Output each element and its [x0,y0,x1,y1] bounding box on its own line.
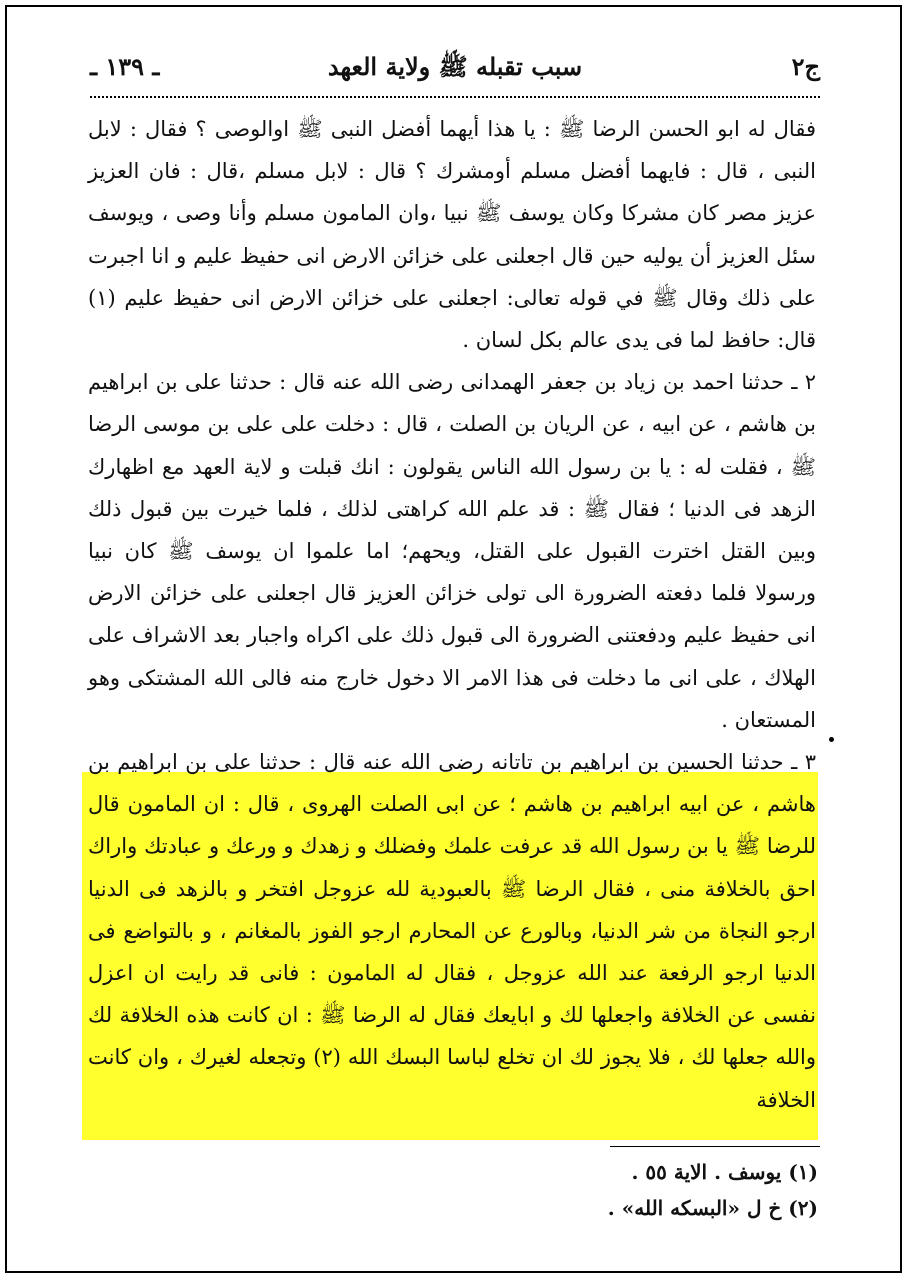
paragraph-3-highlighted: ٣ ـ حدثنا الحسين بن ابراهيم بن تاتانه رضى الله عنه قال : حدثنا على بن ابراهيم بن هاشم ، عن ابيه ابراهيم بن هاشم ؛ عن ابى الصلت الهروى ، قال : ان المامون قال للرضا ﷺ يا بن رسول الله قد عرفت علمك وفضلك و زهدك و ورعك و عبادتك واراك احق بالخلافة منى ، فقال الرضا ﷺ بالعبودية لله عزوجل افتخر و بالزهد فى الدنيا ارجو النجاة من شر الدنيا، وبالورع عن المحارم ارجو الفوز بالمغانم ، و بالتواضع فى الدنيا ارجو الرفعة عند الله عزوجل ، فقال له المامون : فانى قد رايت ان اعزل نفسى عن الخلافة واجعلها لك و ابايعك فقال له الرضا ﷺ : ان كانت هذه الخلافة لك والله جعلها لك ، فلا يجوز لك ان تخلع لباسا البسك الله (٢) وتجعله لغيرك ، وان كانت الخلافة [88,750,816,1112]
main-text [88,108,816,1121]
footnotes [500,1154,818,1226]
paragraph-2: ٢ ـ حدثنا احمد بن زياد بن جعفر الهمدانى رضى الله عنه قال : حدثنا على بن ابراهيم بن هاشم ، عن ابيه ، عن الريان بن الصلت ، قال : دخلت على على بن موسى الرضا ﷺ ، فقلت له : يا بن رسول الله الناس يقولون : انك قبلت و لاية العهد مع اظهارك الزهد فى الدنيا ؛ فقال ﷺ : قد علم الله كراهتى لذلك ، فلما خيرت بين قبول ذلك وبين القتل اخترت القبول على القتل، ويحهم؛ اما علموا ان يوسف ﷺ كان نبيا ورسولا فلما دفعته الضرورة الى تولى خزائن العزيز قال اجعلنى على خزائن الارض انى حفيظ عليم ودفعتنى الضرورة الى قبول ذلك على اكراه واجبار بعد الاشراف على الهلاك ، على انى ما دخلت فى هذا الامر الا دخول خارج منه فالى الله المشتكى وهو المستعان . [88,370,816,732]
page-header [90,52,820,92]
footnote-1: (١) يوسف . الاية ٥٥ . [631,1160,818,1184]
header-divider [90,96,820,98]
margin-dot [829,737,834,742]
chapter-title: سبب تقبله ﷺ ولاية العهد [327,52,583,81]
volume-label: ج٢ [791,52,820,81]
footnote-2: (٢) خ ل «البسكه الله» . [607,1196,818,1220]
footnote-divider [610,1146,820,1147]
page-number: ـ ١٣٩ ـ [90,52,160,81]
paragraph-1: فقال له ابو الحسن الرضا ﷺ : يا هذا أيهما أفضل النبى ﷺ اوالوصى ؟ فقال : لابل النبى ، قال : فايهما أفضل مسلم أومشرك ؟ قال : لابل مسلم ،قال : فان العزيز عزيز مصر كان مشركا وكان يوسف ﷺ نبيا ،وان المامون مسلم وأنا وصى ، ويوسف سئل العزيز أن يوليه حين قال اجعلنى على خزائن الارض انى حفيظ عليم و انا اجبرت على ذلك وقال ﷺ في قوله تعالى: اجعلنى على خزائن الارض انى حفيظ عليم (١) قال: حافظ لما فى يدى عالم بكل لسان . [88,117,816,353]
